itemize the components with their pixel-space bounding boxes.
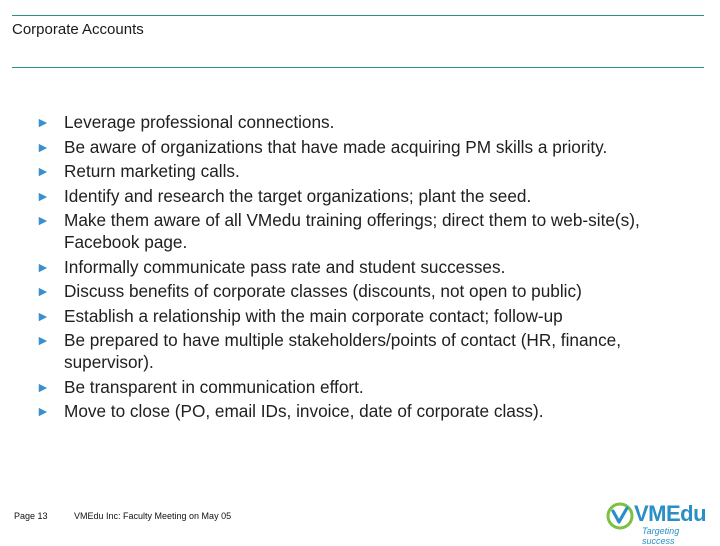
header-top-rule xyxy=(12,15,704,16)
list-item xyxy=(36,210,686,253)
list-item xyxy=(36,161,686,183)
triangle-right-icon: ► xyxy=(36,212,50,229)
vmedu-logo xyxy=(606,501,712,546)
list-item-text: Discuss benefits of corporate classes (discounts, not open to public) xyxy=(64,281,582,302)
list-item-text: Move to close (PO, email IDs, invoice, date of corporate class). xyxy=(64,401,544,422)
list-item-text: Be transparent in communication effort. xyxy=(64,376,364,397)
logo-wordmark: VMEdu xyxy=(634,501,707,526)
list-item-text: Informally communicate pass rate and student successes. xyxy=(64,256,506,277)
page-number: Page 13 xyxy=(14,511,48,521)
triangle-right-icon: ► xyxy=(36,283,50,300)
bullet-list xyxy=(36,112,686,426)
triangle-right-icon: ► xyxy=(36,403,50,420)
list-item-text: Be aware of organizations that have made acquiring PM skills a priority. xyxy=(64,136,608,157)
list-item-text: Leverage professional connections. xyxy=(64,112,335,132)
list-item xyxy=(36,401,686,423)
header-bottom-rule xyxy=(12,67,704,68)
triangle-right-icon: ► xyxy=(36,332,50,349)
list-item xyxy=(36,330,686,373)
triangle-right-icon: ► xyxy=(36,307,50,324)
list-item xyxy=(36,377,686,399)
list-item xyxy=(36,112,686,134)
list-item-text: Be prepared to have multiple stakeholders/points of contact (HR, finance, supervisor). xyxy=(64,330,621,372)
list-item-text: Return marketing calls. xyxy=(64,161,240,182)
list-item xyxy=(36,306,686,328)
footer-caption: VMEdu Inc: Faculty Meeting on May 05 xyxy=(74,511,232,521)
triangle-right-icon: ► xyxy=(36,138,50,155)
list-item xyxy=(36,281,686,303)
logo-tagline: Targeting success xyxy=(642,526,680,546)
triangle-right-icon: ► xyxy=(36,187,50,204)
triangle-right-icon: ► xyxy=(36,258,50,275)
list-item-text: Make them aware of all VMedu training offerings; direct them to web-site(s), Facebook page. xyxy=(64,210,640,252)
list-item xyxy=(36,186,686,208)
list-item-text: Identify and research the target organizations; plant the seed. xyxy=(64,185,532,206)
triangle-right-icon: ► xyxy=(36,163,50,180)
list-item-text: Establish a relationship with the main corporate contact; follow-up xyxy=(64,305,563,326)
triangle-right-icon: ► xyxy=(36,114,50,130)
list-item xyxy=(36,257,686,279)
triangle-right-icon: ► xyxy=(36,378,50,395)
page-title: Corporate Accounts xyxy=(12,21,144,38)
target-logo-icon xyxy=(606,502,634,530)
list-item xyxy=(36,137,686,159)
